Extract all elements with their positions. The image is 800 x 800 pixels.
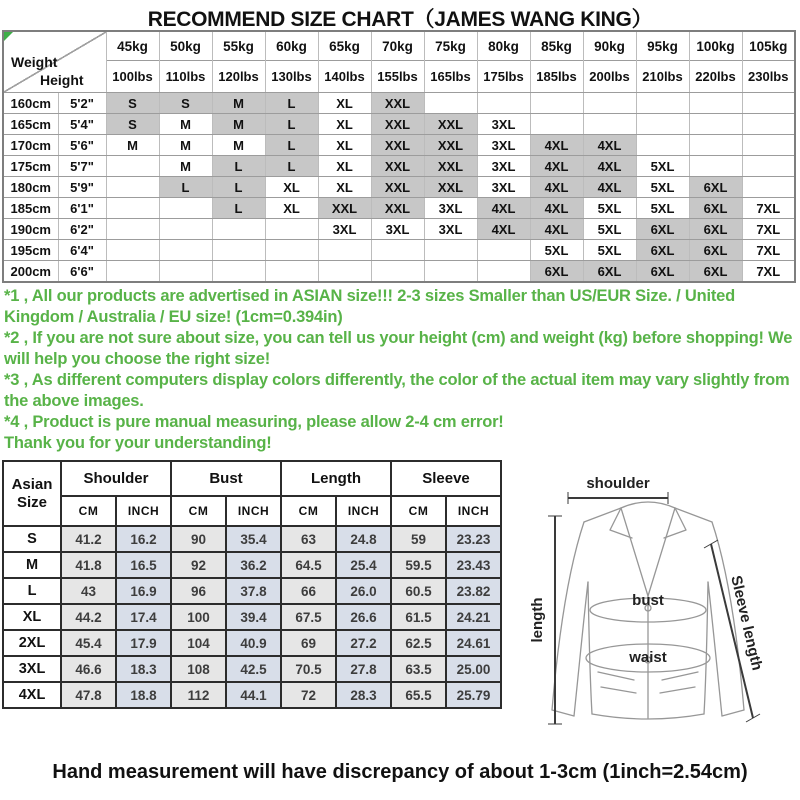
size-cell: [106, 156, 159, 177]
height-cm-label: 200cm: [3, 261, 58, 283]
size-cell: [318, 240, 371, 261]
size-cell: 6XL: [689, 219, 742, 240]
size-cell: XXL: [371, 177, 424, 198]
size-cell: L: [212, 177, 265, 198]
weight-lbs-header: 200lbs: [583, 61, 636, 93]
weight-kg-header-row: [3, 31, 795, 61]
size-cell: [530, 93, 583, 114]
weight-kg-header: 45kg: [106, 31, 159, 61]
size-cell: M: [159, 114, 212, 135]
size-cell: 7XL: [742, 261, 795, 283]
measure-value: 67.5: [281, 604, 336, 630]
measure-value: 24.8: [336, 526, 391, 552]
note-1: *1 , All our products are advertised in ASIAN size!!! 2-3 sizes Smaller than US/EUR Size. / United Kingdom / Australia / EU size! (1cm=0.394in): [4, 287, 736, 326]
asian-size-cell: 4XL: [3, 682, 61, 708]
asian-size-cell: 2XL: [3, 630, 61, 656]
unit-header: INCH: [336, 496, 391, 526]
measure-value: 60.5: [391, 578, 446, 604]
size-cell: 6XL: [583, 261, 636, 283]
height-row: [3, 156, 795, 177]
height-row: [3, 135, 795, 156]
height-ft-label: 6'4": [58, 240, 106, 261]
size-cell: [742, 156, 795, 177]
height-cm-label: 170cm: [3, 135, 58, 156]
height-cm-label: 195cm: [3, 240, 58, 261]
size-cell: S: [106, 114, 159, 135]
weight-kg-header: 80kg: [477, 31, 530, 61]
weight-lbs-header: 220lbs: [689, 61, 742, 93]
jacket-outline: [552, 502, 744, 719]
weight-kg-header: 90kg: [583, 31, 636, 61]
height-cm-label: 160cm: [3, 93, 58, 114]
size-cell: 5XL: [636, 198, 689, 219]
measure-group-header: Sleeve: [391, 461, 501, 496]
height-cm-label: 165cm: [3, 114, 58, 135]
measure-value: 18.3: [116, 656, 171, 682]
size-cell: 5XL: [583, 219, 636, 240]
size-cell: XL: [265, 177, 318, 198]
size-cell: XXL: [424, 177, 477, 198]
measure-value: 112: [171, 682, 226, 708]
measure-value: 63: [281, 526, 336, 552]
measure-row: [3, 604, 501, 630]
weight-kg-header: 75kg: [424, 31, 477, 61]
height-cm-label: 190cm: [3, 219, 58, 240]
measure-value: 37.8: [226, 578, 281, 604]
measure-row: [3, 552, 501, 578]
measure-value: 108: [171, 656, 226, 682]
size-cell: 6XL: [689, 198, 742, 219]
size-cell: XL: [318, 93, 371, 114]
waist-label: waist: [629, 649, 667, 666]
size-cell: [636, 114, 689, 135]
height-row: [3, 240, 795, 261]
measure-value: 41.2: [61, 526, 116, 552]
measure-value: 18.8: [116, 682, 171, 708]
asian-size-cell: S: [3, 526, 61, 552]
measure-group-header: Bust: [171, 461, 281, 496]
measure-value: 44.2: [61, 604, 116, 630]
size-cell: XXL: [371, 114, 424, 135]
weight-lbs-header: 120lbs: [212, 61, 265, 93]
size-cell: XL: [318, 177, 371, 198]
size-cell: [159, 240, 212, 261]
height-ft-label: 6'2": [58, 219, 106, 240]
measure-value: 28.3: [336, 682, 391, 708]
measure-value: 59.5: [391, 552, 446, 578]
measure-value: 25.4: [336, 552, 391, 578]
measure-value: 17.9: [116, 630, 171, 656]
size-cell: XL: [318, 114, 371, 135]
height-ft-label: 5'9": [58, 177, 106, 198]
size-cell: L: [265, 135, 318, 156]
size-cell: M: [212, 93, 265, 114]
measure-value: 23.23: [446, 526, 501, 552]
measure-value: 35.4: [226, 526, 281, 552]
measure-value: 43: [61, 578, 116, 604]
size-cell: [265, 219, 318, 240]
weight-lbs-header: 140lbs: [318, 61, 371, 93]
weight-lbs-header: 165lbs: [424, 61, 477, 93]
height-ft-label: 5'2": [58, 93, 106, 114]
size-cell: [265, 240, 318, 261]
size-cell: 4XL: [477, 219, 530, 240]
weight-kg-header: 100kg: [689, 31, 742, 61]
size-cell: XL: [265, 198, 318, 219]
measure-value: 104: [171, 630, 226, 656]
measure-value: 26.6: [336, 604, 391, 630]
size-cell: [742, 93, 795, 114]
measure-value: 62.5: [391, 630, 446, 656]
measure-value: 69: [281, 630, 336, 656]
weight-lbs-header: 110lbs: [159, 61, 212, 93]
size-cell: 6XL: [689, 240, 742, 261]
size-cell: 3XL: [477, 114, 530, 135]
measure-value: 47.8: [61, 682, 116, 708]
measure-group-header: Shoulder: [61, 461, 171, 496]
size-cell: 4XL: [530, 135, 583, 156]
asian-size-corner: [3, 461, 61, 526]
corner-weight-label: Weight: [11, 54, 58, 70]
weight-lbs-header: 100lbs: [106, 61, 159, 93]
measure-value: 72: [281, 682, 336, 708]
size-cell: [636, 93, 689, 114]
measure-value: 26.0: [336, 578, 391, 604]
measure-value: 70.5: [281, 656, 336, 682]
size-cell: [636, 135, 689, 156]
weight-lbs-header: 210lbs: [636, 61, 689, 93]
measure-row: [3, 656, 501, 682]
note-thanks: Thank you for your understanding!: [4, 434, 272, 452]
measure-value: 23.43: [446, 552, 501, 578]
size-cell: [583, 114, 636, 135]
measure-value: 96: [171, 578, 226, 604]
size-cell: [530, 114, 583, 135]
note-4: *4 , Product is pure manual measuring, please allow 2-4 cm error!: [4, 413, 504, 431]
size-cell: [106, 261, 159, 283]
size-cell: [106, 219, 159, 240]
measure-value: 27.8: [336, 656, 391, 682]
size-cell: [689, 114, 742, 135]
size-cell: XXL: [371, 198, 424, 219]
page-title: RECOMMEND SIZE CHART（JAMES WANG KING）: [147, 8, 653, 31]
shoulder-label: shoulder: [586, 475, 650, 492]
weight-kg-header: 60kg: [265, 31, 318, 61]
height-row: [3, 177, 795, 198]
weight-lbs-header: 230lbs: [742, 61, 795, 93]
size-cell: [159, 261, 212, 283]
size-cell: S: [159, 93, 212, 114]
weight-kg-header: 55kg: [212, 31, 265, 61]
size-cell: [212, 261, 265, 283]
size-cell: 5XL: [636, 177, 689, 198]
measure-value: 92: [171, 552, 226, 578]
size-cell: 3XL: [477, 135, 530, 156]
size-cell: [424, 240, 477, 261]
weight-kg-header: 50kg: [159, 31, 212, 61]
height-row: [3, 93, 795, 114]
size-cell: [742, 114, 795, 135]
asian-size-cell: M: [3, 552, 61, 578]
size-cell: 6XL: [636, 261, 689, 283]
measure-value: 90: [171, 526, 226, 552]
size-cell: 4XL: [583, 156, 636, 177]
size-cell: L: [265, 156, 318, 177]
size-chart-table: [2, 30, 796, 283]
height-row: [3, 219, 795, 240]
size-cell: M: [212, 135, 265, 156]
unit-header: INCH: [226, 496, 281, 526]
sleeve-length-label: Sleeve length: [727, 573, 766, 673]
size-cell: 5XL: [583, 198, 636, 219]
size-cell: 6XL: [636, 219, 689, 240]
measurement-table: [2, 460, 502, 709]
size-cell: [265, 261, 318, 283]
measure-group-row: [3, 461, 501, 496]
asian-size-cell: 3XL: [3, 656, 61, 682]
weight-lbs-header: 155lbs: [371, 61, 424, 93]
size-cell: L: [159, 177, 212, 198]
size-cell: 6XL: [689, 261, 742, 283]
measure-value: 40.9: [226, 630, 281, 656]
weight-lbs-header-row: [3, 61, 795, 93]
size-cell: 6XL: [636, 240, 689, 261]
measure-value: 24.21: [446, 604, 501, 630]
size-cell: [424, 93, 477, 114]
size-cell: [212, 219, 265, 240]
height-ft-label: 5'6": [58, 135, 106, 156]
measure-value: 17.4: [116, 604, 171, 630]
size-cell: 5XL: [583, 240, 636, 261]
measure-row: [3, 682, 501, 708]
weight-lbs-header: 130lbs: [265, 61, 318, 93]
size-cell: XXL: [371, 93, 424, 114]
height-ft-label: 5'7": [58, 156, 106, 177]
size-cell: [371, 240, 424, 261]
measure-value: 36.2: [226, 552, 281, 578]
size-cell: M: [159, 135, 212, 156]
size-cell: 3XL: [477, 177, 530, 198]
size-cell: XXL: [424, 114, 477, 135]
size-cell: XXL: [371, 135, 424, 156]
asian-size-line1: Asian: [11, 475, 53, 493]
size-cell: [212, 240, 265, 261]
measure-value: 44.1: [226, 682, 281, 708]
size-cell: M: [106, 135, 159, 156]
asian-size-cell: L: [3, 578, 61, 604]
measure-row: [3, 578, 501, 604]
size-cell: [477, 93, 530, 114]
weight-kg-header: 70kg: [371, 31, 424, 61]
size-cell: 4XL: [583, 135, 636, 156]
measure-value: 27.2: [336, 630, 391, 656]
size-cell: 7XL: [742, 240, 795, 261]
size-cell: M: [159, 156, 212, 177]
measure-value: 65.5: [391, 682, 446, 708]
measure-value: 100: [171, 604, 226, 630]
height-row: [3, 114, 795, 135]
size-cell: [477, 240, 530, 261]
size-cell: [106, 240, 159, 261]
size-cell: XXL: [371, 156, 424, 177]
size-cell: XL: [318, 135, 371, 156]
size-cell: 5XL: [636, 156, 689, 177]
size-cell: 4XL: [530, 156, 583, 177]
size-cell: 6XL: [530, 261, 583, 283]
size-cell: 6XL: [689, 177, 742, 198]
measure-value: 23.82: [446, 578, 501, 604]
size-cell: 3XL: [424, 219, 477, 240]
measure-value: 25.79: [446, 682, 501, 708]
asian-size-cell: XL: [3, 604, 61, 630]
size-cell: XXL: [318, 198, 371, 219]
asian-size-line2: Size: [16, 493, 47, 511]
footer-note: Hand measurement will have discrepancy of about 1-3cm (1inch=2.54cm): [52, 761, 748, 783]
size-cell: 4XL: [530, 219, 583, 240]
jacket-measure-diagram: [498, 458, 798, 758]
measure-value: 16.2: [116, 526, 171, 552]
size-cell: 4XL: [583, 177, 636, 198]
size-cell: 4XL: [477, 198, 530, 219]
size-cell: XL: [318, 156, 371, 177]
size-cell: M: [212, 114, 265, 135]
size-cell: L: [265, 114, 318, 135]
unit-header: CM: [61, 496, 116, 526]
size-cell: [689, 156, 742, 177]
bust-label: bust: [632, 592, 664, 609]
measure-value: 16.5: [116, 552, 171, 578]
size-cell: 4XL: [530, 177, 583, 198]
height-ft-label: 6'6": [58, 261, 106, 283]
size-cell: [106, 198, 159, 219]
measure-value: 59: [391, 526, 446, 552]
size-cell: 3XL: [318, 219, 371, 240]
measure-value: 63.5: [391, 656, 446, 682]
notes-block: [4, 286, 797, 454]
size-cell: 7XL: [742, 198, 795, 219]
size-cell: 4XL: [530, 198, 583, 219]
weight-lbs-header: 185lbs: [530, 61, 583, 93]
measure-value: 25.00: [446, 656, 501, 682]
measure-value: 46.6: [61, 656, 116, 682]
size-cell: [583, 93, 636, 114]
measure-value: 24.61: [446, 630, 501, 656]
size-cell: L: [212, 156, 265, 177]
unit-header: CM: [171, 496, 226, 526]
size-cell: [742, 177, 795, 198]
measure-value: 61.5: [391, 604, 446, 630]
measure-row: [3, 630, 501, 656]
weight-kg-header: 105kg: [742, 31, 795, 61]
unit-header: CM: [391, 496, 446, 526]
unit-header: CM: [281, 496, 336, 526]
size-cell: [159, 219, 212, 240]
height-cm-label: 175cm: [3, 156, 58, 177]
size-cell: [477, 261, 530, 283]
height-cm-label: 185cm: [3, 198, 58, 219]
unit-header-row: [3, 496, 501, 526]
note-3: *3 , As different computers display colors differently, the color of the actual item may vary slightly from the above images.: [4, 371, 790, 410]
weight-kg-header: 85kg: [530, 31, 583, 61]
size-cell: [742, 135, 795, 156]
measure-value: 16.9: [116, 578, 171, 604]
size-cell: 3XL: [477, 156, 530, 177]
length-label: length: [529, 597, 546, 643]
size-cell: [318, 261, 371, 283]
weight-kg-header: 65kg: [318, 31, 371, 61]
size-cell: [106, 177, 159, 198]
size-cell: L: [265, 93, 318, 114]
size-cell: L: [212, 198, 265, 219]
measure-value: 42.5: [226, 656, 281, 682]
height-ft-label: 6'1": [58, 198, 106, 219]
size-cell: 5XL: [530, 240, 583, 261]
height-cm-label: 180cm: [3, 177, 58, 198]
measure-group-header: Length: [281, 461, 391, 496]
measure-value: 64.5: [281, 552, 336, 578]
size-cell: [371, 261, 424, 283]
height-row: [3, 198, 795, 219]
size-cell: 3XL: [424, 198, 477, 219]
size-cell: XXL: [424, 156, 477, 177]
size-cell: XXL: [424, 135, 477, 156]
size-cell: [689, 135, 742, 156]
size-cell: 3XL: [371, 219, 424, 240]
unit-header: INCH: [446, 496, 501, 526]
measure-value: 41.8: [61, 552, 116, 578]
measure-value: 66: [281, 578, 336, 604]
size-cell: [159, 198, 212, 219]
corner-height-label: Height: [40, 72, 84, 88]
weight-lbs-header: 175lbs: [477, 61, 530, 93]
height-ft-label: 5'4": [58, 114, 106, 135]
size-cell: [424, 261, 477, 283]
note-2: *2 , If you are not sure about size, you can tell us your height (cm) and weight (kg) before shopping! We will help you choose the right size!: [4, 329, 793, 368]
height-row: [3, 261, 795, 283]
size-cell: 7XL: [742, 219, 795, 240]
unit-header: INCH: [116, 496, 171, 526]
size-cell: [689, 93, 742, 114]
weight-height-corner: [3, 31, 106, 93]
measure-row: [3, 526, 501, 552]
weight-kg-header: 95kg: [636, 31, 689, 61]
measure-value: 45.4: [61, 630, 116, 656]
size-cell: S: [106, 93, 159, 114]
measure-value: 39.4: [226, 604, 281, 630]
